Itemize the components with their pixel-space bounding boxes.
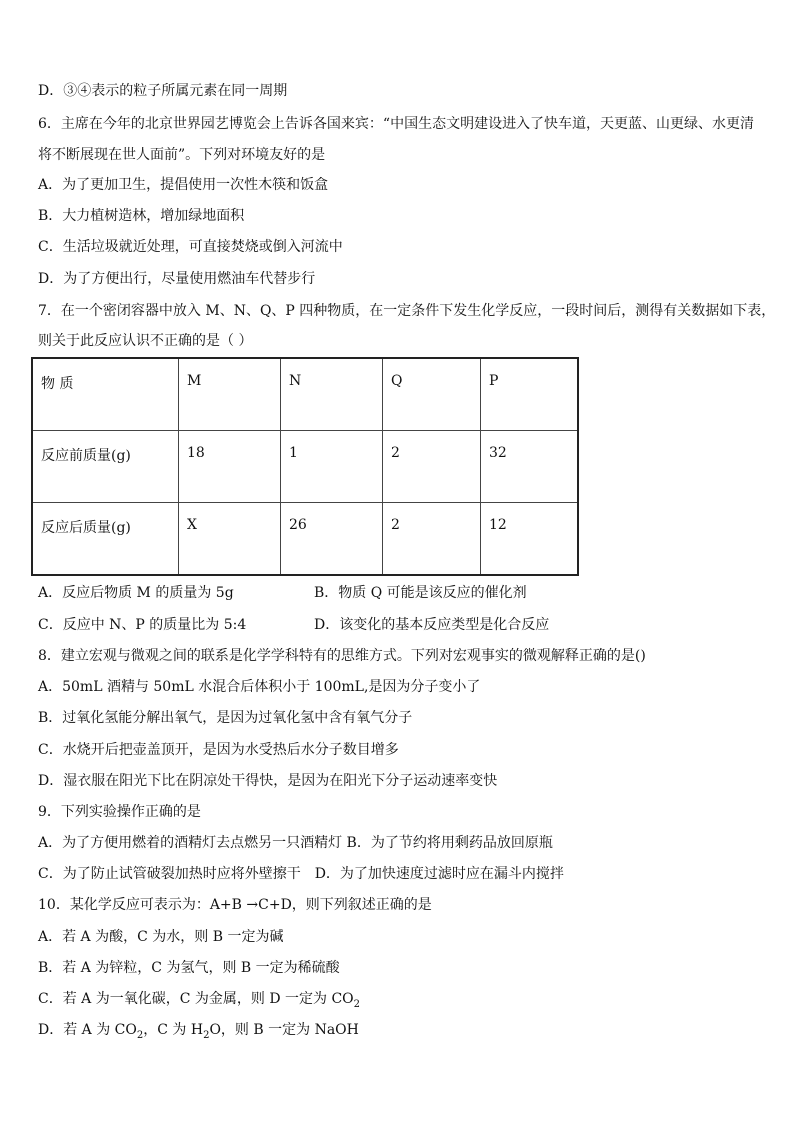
q10-option-d-text: ，C 为 H (143, 1022, 204, 1038)
table-header-cell: P (481, 358, 579, 431)
q6-stem-line-1: 6．主席在今年的北京世界园艺博览会上告诉各国来宾：“中国生态文明建设进入了快车道，天更蓝、山更绿、水更清 (38, 116, 755, 132)
table-cell: 反应前质量(g) (32, 431, 179, 503)
q8-option-c: C．水烧开后把壶盖顶开，是因为水受热后水分子数目增多 (38, 742, 399, 758)
q10-option-b: B．若 A 为锌粒，C 为氢气，则 B 一定为稀硫酸 (38, 960, 340, 976)
subscript: 2 (203, 1029, 210, 1041)
q7-option-d: D．该变化的基本反应类型是化合反应 (314, 617, 550, 633)
table-row (32, 431, 578, 503)
q8-option-b: B．过氧化氢能分解出氧气，是因为过氧化氢中含有氧气分子 (38, 710, 413, 726)
q10-option-c (38, 989, 360, 1009)
table-cell: X (179, 503, 281, 576)
table-cell: 1 (281, 431, 383, 503)
q6-stem-line-2: 将不断展现在世人面前”。下列对环境友好的是 (38, 147, 326, 163)
q10-option-d (38, 1020, 359, 1040)
q7-stem-line-2: 则关于此反应认识不正确的是（ ） (38, 333, 253, 349)
q6-option-d: D．为了方便出行，尽量使用燃油车代替步行 (38, 271, 316, 287)
q10-stem: 10．某化学反应可表示为：A+B →C+D，则下列叙述正确的是 (38, 897, 432, 913)
q6-option-c: C．生活垃圾就近处理，可直接焚烧或倒入河流中 (38, 239, 343, 255)
q5-option-d: D．③④表示的粒子所属元素在同一周期 (38, 83, 288, 99)
table-cell: 18 (179, 431, 281, 503)
q10-option-a: A．若 A 为酸，C 为水，则 B 一定为碱 (38, 929, 284, 945)
q7-option-c: C．反应中 N、P 的质量比为 5:4 (38, 617, 247, 633)
table-cell: 2 (383, 431, 481, 503)
q9-options-cd: C．为了防止试管破裂加热时应将外壁擦干 D．为了加快速度过滤时应在漏斗内搅拌 (38, 866, 564, 882)
q8-option-a: A．50mL 酒精与 50mL 水混合后体积小于 100mL,是因为分子变小了 (38, 679, 481, 695)
table-row (32, 503, 578, 576)
table-header-cell: Q (383, 358, 481, 431)
table-header-cell: M (179, 358, 281, 431)
q7-option-b: B．物质 Q 可能是该反应的催化剂 (314, 585, 527, 601)
table-cell: 26 (281, 503, 383, 576)
table-cell: 32 (481, 431, 579, 503)
q9-stem: 9．下列实验操作正确的是 (38, 804, 201, 820)
q10-option-d-text: O，则 B 一定为 NaOH (209, 1022, 359, 1038)
q7-data-table (31, 357, 579, 576)
table-header-cell: N (281, 358, 383, 431)
q6-option-b: B．大力植树造林，增加绿地面积 (38, 208, 245, 224)
q10-option-d-text: D．若 A 为 CO (38, 1022, 137, 1038)
q9-options-ab: A．为了方便用燃着的酒精灯去点燃另一只酒精灯 B．为了节约将用剩药品放回原瓶 (38, 835, 553, 851)
table-header-row (32, 358, 578, 431)
q6-option-a: A．为了更加卫生，提倡使用一次性木筷和饭盒 (38, 177, 329, 193)
q8-stem: 8．建立宏观与微观之间的联系是化学学科特有的思维方式。下列对宏观事实的微观解释正确的是() (38, 648, 646, 664)
q10-option-c-text: C．若 A 为一氧化碳，C 为金属，则 D 一定为 CO (38, 991, 354, 1007)
q7-option-a: A．反应后物质 M 的质量为 5g (38, 585, 234, 601)
subscript: 2 (353, 998, 361, 1010)
table-cell: 反应后质量(g) (32, 503, 179, 576)
table-cell: 12 (481, 503, 579, 576)
q8-option-d: D．湿衣服在阳光下比在阴凉处干得快，是因为在阳光下分子运动速率变快 (38, 773, 498, 789)
table-header-cell: 物 质 (32, 358, 179, 431)
table-cell: 2 (383, 503, 481, 576)
subscript: 2 (136, 1029, 144, 1041)
q7-stem-line-1: 7．在一个密闭容器中放入 M、N、Q、P 四种物质，在一定条件下发生化学反应，一段时间后，测得有关数据如下表， (38, 303, 776, 319)
